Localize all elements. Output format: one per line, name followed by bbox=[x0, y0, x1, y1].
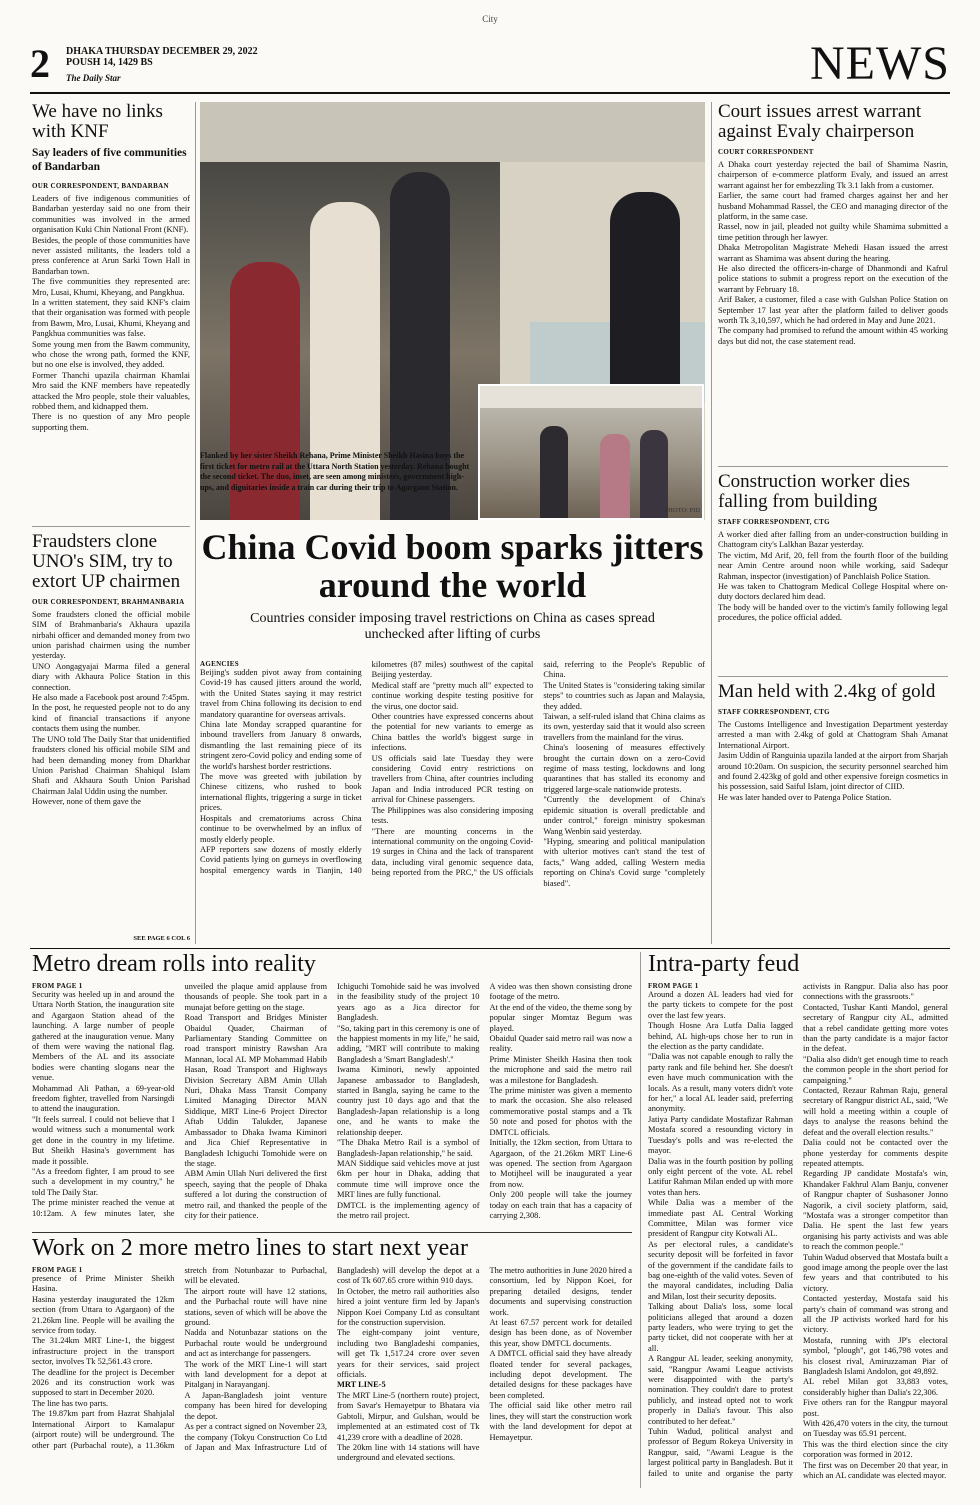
gold-article bbox=[718, 682, 948, 944]
paragraph: Contacted yesterday, Mostafa said his party's chain of command was strong and all the JP activists worked hard for his victory. bbox=[803, 1294, 948, 1335]
inset-photo bbox=[478, 384, 704, 520]
lines-body bbox=[32, 1266, 632, 1488]
dateline bbox=[66, 46, 258, 68]
paragraph: Iwama Kiminori, newly appointed Japanese ambassador to Bangladesh, started in Bangla, saying he came to the country just 10 days ago and that the Bangladesh-Japan relationship is a long one, and he wants to make the relationship deeper. bbox=[337, 1065, 480, 1137]
paragraph: In October, the metro rail authorities also hired a joint venture firm led by Japan's Nippon Koei Company Ltd as consultant for the construction supervision. bbox=[337, 1286, 480, 1328]
metro-byline: FROM PAGE 1 bbox=[32, 982, 83, 990]
knf-byline: OUR CORRESPONDENT, BANDARBAN bbox=[32, 181, 169, 190]
paragraph: The line has two parts. bbox=[32, 1398, 109, 1408]
paragraph: AL rebel Milan got 33,883 votes, considerably higher than Dalia's 22,306. bbox=[803, 1377, 948, 1397]
paragraph: The eight-company joint venture, including two Bangladeshi companies, will get Tk 1,517.24 crore over seven years for their services, said project officials. bbox=[337, 1328, 480, 1380]
paragraph: There is no question of any Mro people supporting them. bbox=[32, 412, 190, 432]
paragraph: The move was greeted with jubilation by Chinese citizens, who rushed to book international flights, triggering a surge in ticket prices. bbox=[200, 772, 362, 813]
paragraph: Though Hosne Ara Lutfa Dalia lagged behind, AL high-ups chose her to run in the election as the party candidate. bbox=[648, 1021, 793, 1052]
paragraph: Beijing's sudden pivot away from containing Covid-19 has caused jitters around the world, with the United States saying it may restrict travel from China following its decision to end mandatory quarantine for overseas arrivals. bbox=[200, 668, 362, 719]
paragraph: Tuhin Wadud, political analyst and professor of Begum Rokeya University in Rangpur, said, "Awami League is the largest political party in Bangladesh. But it failed to unite and organise the party activists in Rangpur. Dalia also has poor connections with the grassroots." bbox=[648, 982, 948, 1478]
worker-article bbox=[718, 472, 948, 672]
paragraph: At least 67.57 percent work for detailed design has been done, as of November this year, show DMTCL documents. bbox=[489, 1318, 632, 1348]
china-byline: AGENCIES bbox=[200, 660, 239, 668]
paragraph: Taiwan, a self-ruled island that China claims as its own, yesterday said that it would also screen travellers from the mainland for the virus. bbox=[543, 712, 705, 742]
column-rule bbox=[711, 102, 712, 944]
paragraph: The metro authorities in June 2020 hired a consortium, led by Nippon Koei, for preparing detailed designs, tender documents and supervising construction work. bbox=[489, 1266, 632, 1317]
paragraph: Nadda and Notunbazar stations on the Purbachal route would be underground and act as interchange for passengers. bbox=[184, 1328, 327, 1359]
paragraph: However, none of them gave the bbox=[32, 797, 141, 807]
photo-credit: PHOTO: PID bbox=[664, 507, 700, 514]
paragraph: He was taken to Chattogram Medical College Hospital where on-duty doctors declared him dead. bbox=[718, 581, 948, 602]
paragraph: Jasim Uddin of Ranguinia upazila landed at the airport from Sharjah around 10:20am. On suspicion, the security personnel searched him and found 2.423kg of gold and other expensive foreign cosmetics in his possession, said Saiful Islam, joint director of CIID. bbox=[718, 751, 948, 792]
divider bbox=[718, 676, 948, 677]
china-columns bbox=[200, 660, 705, 944]
paragraph: Ichiguchi Tomohide said he was involved in the feasibility study of the project 10 years ago as a Jica director for Bangladesh. bbox=[337, 982, 480, 1023]
paragraph: He also made a Facebook post around 7:45pm. bbox=[32, 693, 190, 703]
paragraph: The deadline for the project is December 2026 and its construction work was supposed to start in December 2020. bbox=[32, 1367, 175, 1398]
paragraph: He was later handed over to Patenga Police Station. bbox=[718, 792, 892, 802]
paragraph: The UNO told The Daily Star that unidentified fraudsters cloned his official mobile SIM and had been demanding money from Dharkhar Union Parishad Chairman Shahiqul Islam Shafi and Akhaura South Union Parishad Chairman Jalal Uddin using the number. bbox=[32, 734, 190, 796]
paragraph: As per electoral rules, a candidate's security deposit will be forfeited in favor of the government if the candidate fails to bag one-eighth of the valid votes. Seven of the mayoral candidates, including Dalia and Milan, lost their security deposits. bbox=[648, 1239, 793, 1301]
paragraph: Rassel, now in jail, pleaded not guilty while Shamima submitted a time petition through her lawyer. bbox=[718, 222, 948, 242]
paragraph: Five others ran for the Rangpur mayoral post. bbox=[803, 1398, 948, 1418]
china-body bbox=[200, 660, 705, 944]
paragraph: Only 200 people will take the journey today on each train that has a capacity of carrying 2,308. bbox=[489, 1190, 632, 1220]
paragraph: Medical staff are "pretty much all" expected to continue working despite testing positive for the virus, one doctor said. bbox=[371, 680, 534, 711]
paragraph: Some fraudsters cloned the official mobile SIM of Brahmanbaria's Akhaura upazila nirbahi officer and demanded money from two union parishad chairmen using the number yesterday. bbox=[32, 609, 190, 661]
paragraph: The 31.24km MRT Line-1, the biggest infrastructure project in the transport sector, involves Tk 52,561.43 crore. bbox=[32, 1336, 175, 1367]
feud-byline: FROM PAGE 1 bbox=[648, 982, 699, 990]
lines-columns bbox=[32, 1266, 632, 1488]
paragraph: Dalia was in the fourth position by polling only eight percent of the vote. AL rebel Latifur Rahman Milan ended up with more votes than hers. bbox=[648, 1156, 793, 1197]
paragraph: At the end of the video, the theme song by popular singer Momtaz Begum was played. bbox=[489, 1002, 632, 1033]
paragraph: MAN Siddique said vehicles move at just 6km per hour in Dhaka, adding that commute time will improve once the MRT lines are fully functional. bbox=[337, 1158, 480, 1200]
paragraph: This was the third election since the city corporation was formed in 2012. bbox=[803, 1439, 948, 1460]
paragraph: The United States is "considering taking similar steps" to countries such as Japan and Malaysia, they added. bbox=[543, 680, 705, 711]
lines-byline: FROM PAGE 1 bbox=[32, 1266, 83, 1274]
paragraph: The airport route will have 12 stations, and the Purbachal route will have nine stations, seven of which will be above the ground. bbox=[184, 1286, 327, 1328]
paragraph: "As a freedom fighter, I am proud to see such a development in my country," he told The Daily Star. bbox=[32, 1166, 175, 1197]
paragraph: Road Transport and Bridges Minister Obaidul Quader, Chairman of Parliamentary Standing Committee on road transport ministry Rawshan Ara Mannan, local AL MP Mohammad Habib Hasan, Road Transport and Highways Division Secretary ABM Amin Ullah Nuri, Dhaka Mass Transit Company Limited Managing Director MAN Siddique, MRT Line-6 Project Director Aftab Uddin Talukder, Japanese Ambassador to Dhaka Iwama Kiminori and Jica Chief Representative in Bangladesh Ichiguchi Tomohide were on the stage. bbox=[184, 1013, 327, 1168]
paragraph: Obaidul Quader said metro rail was now a reality. bbox=[489, 1034, 632, 1054]
paragraph: With 426,470 voters in the city, the turnout on Tuesday was 65.91 percent. bbox=[803, 1419, 948, 1439]
section-rule bbox=[30, 948, 950, 949]
lines-headline: Work on 2 more metro lines to start next year bbox=[32, 1235, 468, 1261]
feud-body bbox=[648, 982, 948, 1488]
paragraph: The first was on December 20 that year, in which an AL candidate was elected mayor. bbox=[803, 1460, 948, 1481]
metro-headline: Metro dream rolls into reality bbox=[32, 951, 316, 977]
jump-line: SEE PAGE 6 COL 6 bbox=[133, 935, 190, 942]
feud-columns bbox=[648, 982, 948, 1488]
paragraph: The official said like other metro rail lines, they will start the construction work with the land development for depot at Hemayetpur. bbox=[489, 1401, 632, 1442]
paragraph: "It feels surreal. I could not believe that I would witness such a monumental work get done in the country in my lifetime. But Sheikh Hasina's government has made it possible. bbox=[32, 1114, 175, 1166]
knf-subhead: Say leaders of five communities of Bandarban bbox=[32, 146, 187, 173]
paragraph: Mohammad Ali Pathan, a 69-year-old freedom fighter, travelled from Narsingdi to attend the inauguration. bbox=[32, 1083, 175, 1114]
paragraph: The work of the MRT Line-1 will start with land development for a depot at Pitalganj in Narayanganj. bbox=[184, 1359, 327, 1390]
paragraph: DMTCL is the implementing agency of the metro rail project. bbox=[337, 1200, 480, 1220]
paragraph: As per a contract signed on November 23, the company (Tokyu Construction Co Ltd of Japan and Max Infrastructure Ltd of Bangladesh) will develop the depot at a cost of Tk 607.65 crore within 910 days. bbox=[184, 1266, 480, 1452]
paragraph: Some young men from the Bawm community, who chose the wrong path, formed the KNF, but no one else is involved, they added. bbox=[32, 339, 190, 370]
paragraph: "Hyping, smearing and political manipulation with ulterior motives can't stand the test of facts," Wang added, calling Western media reporting on China's Covid surge "completely biased". bbox=[543, 836, 705, 888]
china-deck: Countries consider imposing travel restrictions on China as cases spread unchecked after lifting of curbs bbox=[250, 611, 655, 642]
worker-byline: STAFF CORRESPONDENT, CTG bbox=[718, 517, 830, 526]
paragraph: AFP reporters saw dozens of mostly elderly Covid patients lying on gurneys in overflowing hospital emergency wards in Tianjin, 140 kilometres (87 miles) southwest of the capital Beijing yesterday. bbox=[200, 660, 534, 875]
paragraph: Initially, the 12km section, from Uttara to Agargaon, of the 21.26km MRT Line-6 was opened. The section from Agargaon to Motijheel will be inaugurated a year from now. bbox=[489, 1138, 632, 1189]
paragraph: "There are mounting concerns in the international community on the ongoing Covid-19 surges in China and the lack of transparent data, including viral genomic sequence data, being reported from the PRC," the US officials said, referring to the People's Republic of China. bbox=[371, 660, 705, 878]
feud-headline: Intra-party feud bbox=[648, 951, 800, 977]
knf-headline: We have no links with KNF bbox=[32, 102, 163, 142]
divider bbox=[32, 526, 190, 527]
worker-headline: Construction worker dies falling from building bbox=[718, 472, 911, 512]
paragraph: Prime Minister Sheikh Hasina then took the microphone and said the metro rail was a milestone for Bangladesh. bbox=[489, 1054, 632, 1085]
paragraph: Leaders of five indigenous communities of Bandarban yesterday said no one from their communities was involved in the armed organisation Kuki Chin National Front (KNF). bbox=[32, 193, 190, 235]
paragraph: Mostafa, running with JP's electoral symbol, "plough", got 146,798 votes and his closest rival, Amiruzzaman Piar of Bangladesh Islami Andolon, got 49,892. bbox=[803, 1335, 948, 1377]
paragraph: "Currently the development of China's epidemic situation is overall predictable and under control," foreign ministry spokesman Wang Wenbin said yesterday. bbox=[543, 795, 705, 836]
gold-body bbox=[718, 720, 948, 803]
paragraph: In a written statement, they said KNF's claim that their organisation was formed with people from Bawm, Mro, Lusai, Khumi, Kheyang and Pangkhua communities was false. bbox=[32, 297, 190, 339]
china-headline: China Covid boom sparks jitters around the world bbox=[201, 527, 704, 605]
paragraph: The prime minister reached the venue at 10:12am. A few minutes later, she unveiled the plaque amid applause from thousands of people. She took part in a munajat before getting on the stage. bbox=[32, 982, 327, 1218]
paragraph: A Japan-Bangladesh joint venture company has been hired for developing the depot. bbox=[184, 1390, 327, 1421]
paragraph: "Dalia also didn't get enough time to reach the common people in the short period for campaigning." bbox=[803, 1054, 948, 1085]
paragraph: "The Dhaka Metro Rail is a symbol of Bangladesh-Japan relationship," he said. bbox=[337, 1138, 480, 1158]
paragraph: Dalia could not be contacted over the phone yesterday for comments despite repeated attempts. bbox=[803, 1138, 948, 1168]
train-ceiling bbox=[480, 386, 702, 408]
paragraph: Former Thanchi upazila chairman Khamlai Mro said the KNF members have repeatedly attacked the Mro people, stole their valuables, robbed them, and kidnapped them. bbox=[32, 370, 190, 411]
paragraph: Contacted, Rezaur Rahman Raju, general secretary of Rangpur district AL, said, "We will hold a meeting within a couple of days to analyse the reasons behind the defeat and the overall election results." bbox=[803, 1086, 948, 1137]
uno-headline: Fraudsters clone UNO's SIM, try to extort UP chairmen bbox=[32, 532, 181, 592]
uno-byline: OUR CORRESPONDENT, BRAHMANBARIA bbox=[32, 597, 185, 606]
paper-logo: The Daily Star bbox=[66, 73, 121, 83]
paragraph: Talking about Dalia's loss, some local politicians alleged that around a dozen party leaders, who were trying to get the party ticket, did not cooperate with her at all. bbox=[648, 1302, 793, 1353]
evaly-article bbox=[718, 102, 948, 462]
subhead: MRT LINE-5 bbox=[337, 1380, 386, 1390]
paragraph: The Philippines was also considering imposing tests. bbox=[371, 805, 534, 826]
divider bbox=[718, 466, 948, 467]
uno-body bbox=[32, 610, 190, 808]
paragraph: He also directed the officers-in-charge of Dhanmondi and Kafrul police stations to submit a progress report on the execution of the warrant by February 18. bbox=[718, 263, 948, 294]
paragraph: The Customs Intelligence and Investigation Department yesterday arrested a man with 2.4kg of gold at Chattogram Shah Amanat International Airport. bbox=[718, 719, 948, 750]
paragraph: Arif Baker, a customer, filed a case with Gulshan Police Station on September 17 last year after the platform failed to deliver goods worth Tk 3,10,597, which he had ordered in May and June 2021. bbox=[718, 295, 948, 325]
paragraph: The prime minister was given a memento to mark the occasion. She also released commemorative postal stamps and a Tk 50 note and posed for photos with the DMTCL officials. bbox=[489, 1086, 632, 1137]
evaly-headline: Court issues arrest warrant against Evaly chairperson bbox=[718, 102, 922, 142]
paragraph: The 19.87km part from Hazrat Shahjalal International Airport to Kamalapur (airport route) will be underground. The other part (Purbachal route), a 11.36km stretch from Notunbazar to Purbachal, will be elevated. bbox=[32, 1266, 327, 1450]
date-line: DHAKA THURSDAY DECEMBER 29, 2022 bbox=[66, 46, 258, 57]
masthead-rule bbox=[30, 92, 950, 94]
paragraph: Dhaka Metropolitan Magistrate Mehedi Hasan issued the arrest warrant as Shamima was absent during the hearing. bbox=[718, 243, 948, 263]
page-number: 2 bbox=[30, 41, 50, 86]
paragraph: Jatiya Party candidate Mostafizar Rahman Mostafa scored a resounding victory in Tuesday's polls and was re-elected the mayor. bbox=[648, 1114, 793, 1156]
paragraph: Hasina yesterday inaugurated the 12km section (from Uttara to Agargaon) of the 21.26km line. People will be availing the service from today. bbox=[32, 1294, 175, 1336]
paragraph: Around a dozen AL leaders had vied for the party tickets to compete for the post over the last few years. bbox=[648, 990, 793, 1020]
section-title: NEWS bbox=[810, 37, 950, 90]
paragraph: A DMTCL official said they have already floated tender for several packages, including depot development. The detailed designs for these packages have been completed. bbox=[489, 1349, 632, 1400]
paragraph: Tuhin Wadud observed that Mostafa built a good image among the people over the last few years and that contributed to his victory. bbox=[803, 1252, 948, 1293]
divider bbox=[32, 1232, 632, 1233]
section-label: City bbox=[482, 14, 498, 24]
paragraph: UNO Aongagyajai Marma filed a general diary with Akhaura Police Station in this connection. bbox=[32, 661, 190, 692]
paragraph: Other countries have expressed concerns about the potential for new variants to emerge as China battles the world's biggest surge in infections. bbox=[371, 712, 534, 753]
metro-body bbox=[32, 982, 632, 1228]
paragraph: The body will be handed over to the victim's family following legal procedures, the police official added. bbox=[718, 602, 948, 623]
knf-body bbox=[32, 194, 190, 433]
paragraph: ABM Amin Ullah Nuri delivered the first speech, saying that the people of Dhaka suffered a lot during the construction of metro rail, and thanked the people of the city for their patience. bbox=[184, 1169, 327, 1220]
ceiling bbox=[200, 102, 705, 162]
gold-byline: STAFF CORRESPONDENT, CTG bbox=[718, 707, 830, 716]
paragraph: A video was then shown consisting drone footage of the metro. bbox=[489, 982, 632, 1002]
paragraph: The victim, Md Arif, 20, fell from the fourth floor of the building near Amin Centre around noon while working, said Sadequr Rahman, inspector (investigation) of Panchlaish Police Station. bbox=[718, 550, 948, 581]
photo-caption: Flanked by her sister Sheikh Rehana, Prime Minister Sheikh Hasina buys the first ticket for metro rail at the Uttara North Station yesterday. Rehana bought the second ticket. The duo, inset, are seen among ministers, government high-ups, and dignitaries inside a train car during their trip to Agargaon Station. bbox=[200, 451, 470, 492]
worker-body bbox=[718, 530, 948, 624]
paragraph: US officials said late Tuesday they were considering Covid entry restrictions on travellers from China, after countries including Japan and India introduced PCR testing on arrival for Chinese passengers. bbox=[371, 753, 534, 805]
uno-article bbox=[32, 532, 190, 944]
paragraph: A worker died after falling from an under-construction building in Chattogram city's Lalkhan Bazar yesterday. bbox=[718, 529, 948, 550]
paragraph: A Rangpur AL leader, seeking anonymity, said, "Rangpur Awami League activists were disappointed with the party's nomination. They couldn't dare to protest publicly, and instead opted not to work properly in Dalia's favour. This also contributed to her defeat." bbox=[648, 1354, 793, 1426]
column-rule bbox=[640, 952, 641, 1488]
paragraph: The five communities they represented are: Mro, Lusai, Khumi, Kheyang, and Pangkhua. bbox=[32, 277, 190, 297]
paragraph: Hospitals and crematoriums across China continue to be overwhelmed by an influx of mostly elderly people. bbox=[200, 813, 362, 844]
metro-columns bbox=[32, 982, 632, 1228]
paragraph: A Dhaka court yesterday rejected the bail of Shamima Nasrin, chairperson of e-commerce platform Evaly, and issued an arrest warrant against her for embezzling Tk 3.1 lakh from a customer. bbox=[718, 159, 948, 190]
paragraph: The company had promised to refund the amount within 45 working days but did not, the case statement read. bbox=[718, 326, 948, 346]
evaly-byline: COURT CORRESPONDENT bbox=[718, 147, 814, 156]
column-rule bbox=[195, 102, 196, 944]
bangla-date: POUSH 14, 1429 BS bbox=[66, 57, 153, 68]
paragraph: The 20km line with 14 stations will have underground and elevated sections. bbox=[337, 1442, 480, 1463]
knf-article bbox=[32, 102, 190, 522]
paragraph: Besides, the people of those communities have never assisted militants, the leaders told a press conference at Arun Sarki Town Hall in Bandarban town. bbox=[32, 235, 190, 276]
paragraph: presence of Prime Minister Sheikh Hasina. bbox=[32, 1274, 175, 1294]
paragraph: China's loosening of measures effectively brought the curtain down on a zero-Covid regime of mass testing, lockdowns and long quarantines that has stalled its economy and triggered large-scale nationwide protests. bbox=[543, 743, 705, 794]
paragraph: Security was heeled up in and around the Uttara North Station, the inauguration site and Agargaon Station ahead of the launching. A large number of people gathered at the inauguration venue. Many of them were waving the national flag. Members of the AL and its associate bodies were chanting slogans near the venue. bbox=[32, 990, 175, 1083]
evaly-body bbox=[718, 160, 948, 347]
paragraph: "Dalia was not capable enough to rally the party rank and file behind her. She doesn't even have much communication with the locals. As a result, many voters didn't vote for her," a local AL leader said, preferring anonymity. bbox=[648, 1052, 793, 1114]
paragraph: The MRT Line-5 (northern route) project, from Savar's Hemayetpur to Bhatara via Gabtoli, Mirpur, and Gulshan, would be implemented at an estimated cost of Tk 41,239 crore with a deadline of 2028. bbox=[337, 1390, 480, 1442]
inset-figure bbox=[540, 426, 568, 518]
inset-figure bbox=[600, 434, 630, 518]
paragraph: In the post, he requested people not to do any kind of financial transactions if anyone contacts them using the number. bbox=[32, 703, 190, 734]
paragraph: Regarding JP candidate Mostafa's win, Khandaker Fakhrul Alam Banju, convener of Rangpur chapter of Sushasoner Jonno Nagorik, a civil society platform, said, "Mostafa was a stronger competitor than Dalia. He spent the last few years organising his party activists and was able to reach the common people." bbox=[803, 1169, 948, 1252]
paragraph: Earlier, the same court had framed charges against her and her husband Mohammad Rassel, the CEO and managing director of the platform, in the same case. bbox=[718, 191, 948, 221]
paragraph: "So, taking part in this ceremony is one of the happiest moments in my life," he said, adding, "MRT will contribute to making Bangladesh a 'Smart Bangladesh'." bbox=[337, 1023, 480, 1064]
inset-figure bbox=[640, 430, 668, 518]
gold-headline: Man held with 2.4kg of gold bbox=[718, 682, 936, 702]
paragraph: While Dalia was a member of the immediate past AL Central Working Committee, Milan was former vice president of Rangpur city Kotwali AL. bbox=[648, 1198, 793, 1239]
paragraph: China late Monday scrapped quarantine for inbound travellers from January 8 onwards, dismantling the last remaining piece of its stringent zero-Covid policy and ending some of the world's harshest border restrictions. bbox=[200, 720, 362, 771]
paragraph: Contacted, Tushar Kanti Mandol, general secretary of Rangpur city AL, admitted that a rebel candidate getting more votes than the party candidate is a major factor in the defeat. bbox=[803, 1002, 948, 1054]
